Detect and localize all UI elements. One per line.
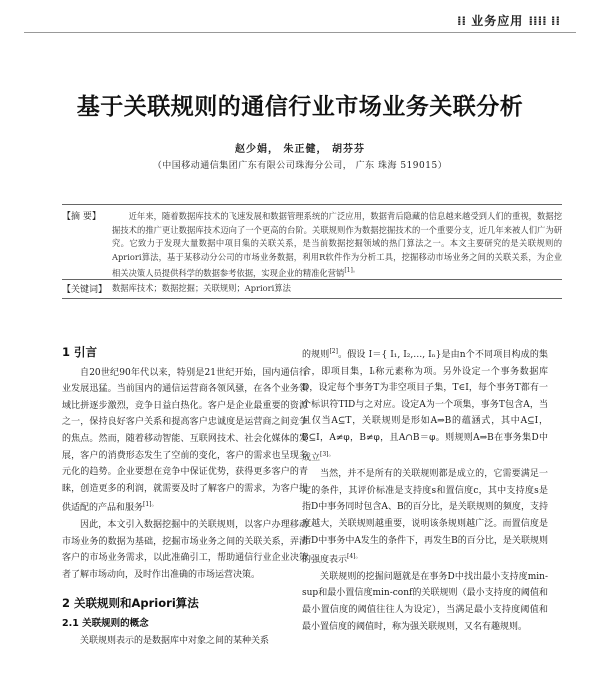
right-bars-decoration: ⁞⁞⁞⁞ ⁞⁞: [528, 14, 560, 28]
section-tag-label: 业务应用: [471, 14, 524, 28]
abstract-top-rule: [62, 204, 562, 205]
keywords-label: 【关键词】: [62, 285, 108, 295]
section-1-heading: 1 引言: [62, 345, 98, 359]
section-2-1-heading: 2.1 关联规则的概念: [62, 617, 149, 629]
keywords-bottom-rule: [62, 298, 562, 299]
right-text-2: 当然，并不是所有的关联规则都是成立的，它需要满足一定的条件，其评价标准是支持度s和置信度c，其中支持度s是指D中事务同时包含A、B的百分比，是关联规则的频度，支持度越大，关联规则越重要，说明该条规则越广泛。而置信度是指D中事务中A发生的条件下，再发生B的百分比，是关联规则的强度表示: [302, 469, 548, 566]
section-1-text-1: 自20世纪90年代以来，特别是21世纪开始，国内通信行业发展迅猛。当前国内的通信运营商各领风骚，在各个业务领域比拼逐步激烈，竞争日益白热化。客户是企业最重要的资源之一，保持良好客户关系和提高客户忠诚度是运营商之间竞争的焦点。然而，随着移动智能、互联网技术、社会化媒体的发展，客户的消费形态发生了空前的变化，客户的需求也呈现多元化的趋势。企业要想在竞争中保证优势，获得更多客户的青睐，创造更多的利润，就需要及时了解客户的需求，为客户提供适配的产品和服务: [62, 367, 308, 514]
abstract-ref: [1]。: [344, 267, 359, 275]
abstract-body: [112, 210, 562, 281]
right-column: [302, 344, 548, 635]
right-ref-1a: [2]: [329, 348, 338, 355]
right-paragraph-3: 关联规则的挖掘问题就是在事务D中找出最小支持度min-sup和最小置信度min-conf的关联规则（最小支持度的阈值和最小置信度的阈值往往人为设定），当满足最小支持度阈值和最小置信度的阈值时，称为强关联规则，又名有趣规则。: [302, 571, 548, 632]
right-paragraph-1: [302, 344, 548, 466]
section-1-paragraph-1: [62, 365, 308, 517]
right-text-1a: 的规则: [302, 350, 330, 360]
right-paragraph-2: [302, 466, 548, 569]
section-2-heading: 2 关联规则和Apriori算法: [62, 596, 199, 611]
left-column: [62, 344, 308, 649]
abstract-paragraph: [112, 210, 562, 281]
abstract-text: 近年来，随着数据库技术的飞速发展和数据管理系统的广泛应用，数据背后隐藏的信息越来越受到人们的重视，数据挖掘技术的推广更让数据库技术迈向了一个更高的台阶。关联规则作为数据挖掘技术的一个重要分支，近几年来被人们广为研究。它致力于发现大量数据中项目集的关联关系，是当前数据挖掘领域的热门算法之一。本文主要研究的是关联规则的Apriori算法，基于某移动分公司的市场业务数据，利用R软件作为分析工具，挖掘移动市场业务之间的关联关系，为企业相关决策人员提供科学的数据参考依据，实现企业的精准化营销: [112, 211, 562, 279]
keywords-rule: [62, 279, 562, 280]
keywords-text: 数据库技术；数据挖掘；关联规则；Apriori算法: [112, 283, 291, 293]
left-bars-decoration: ⁞⁞: [456, 14, 467, 28]
section-tag: [457, 12, 560, 29]
right-ref-2: [4]。: [347, 553, 362, 561]
right-ref-1b: [3]。: [320, 450, 335, 458]
article-affiliation: （中国移动通信集团广东有限公司珠海分公司， 广东 珠海 519015）: [152, 161, 448, 171]
article-authors: 赵少娟， 朱正健， 胡芬芬: [235, 144, 365, 155]
section-1-ref-1: [1]。: [143, 501, 158, 509]
abstract-label: 【摘 要】: [62, 212, 101, 222]
article-title: 基于关联规则的通信行业市场业务关联分析: [76, 94, 524, 120]
section-1-paragraph-2: 因此，本文引入数据挖掘中的关联规则，以客户办理移动市场业务的数据为基础，挖掘市场业务之间的关联关系，弄清客户的市场业务需求，以此准确引工，帮助通信行业企业决策者了解市场动向，及时作出准确的市场运营决策。: [62, 519, 308, 580]
right-text-1b: 。假设 I＝{ I₁, I₂,…, Iₙ}是由n个不同项目构成的集合，即项目集，Iᵢ称元素称为项。另外设定一个事务数据库D，设定每个事务T为非空项目子集，T∈I，每个事务T都有一个标识符TID与之对应。设定A为一个项集，事务T包含A，当且仅当A⊆T，关联规则是形如A⇒B的蕴涵式，其中A⊆I，B⊆I，A≠φ，B≠φ，且A∩B＝φ。则规则A⇒B在事务集D中成立: [302, 350, 548, 463]
header-rule: [24, 32, 576, 33]
section-2-1-paragraph: 关联规则表示的是数据库中对象之间的某种关系: [80, 635, 270, 646]
